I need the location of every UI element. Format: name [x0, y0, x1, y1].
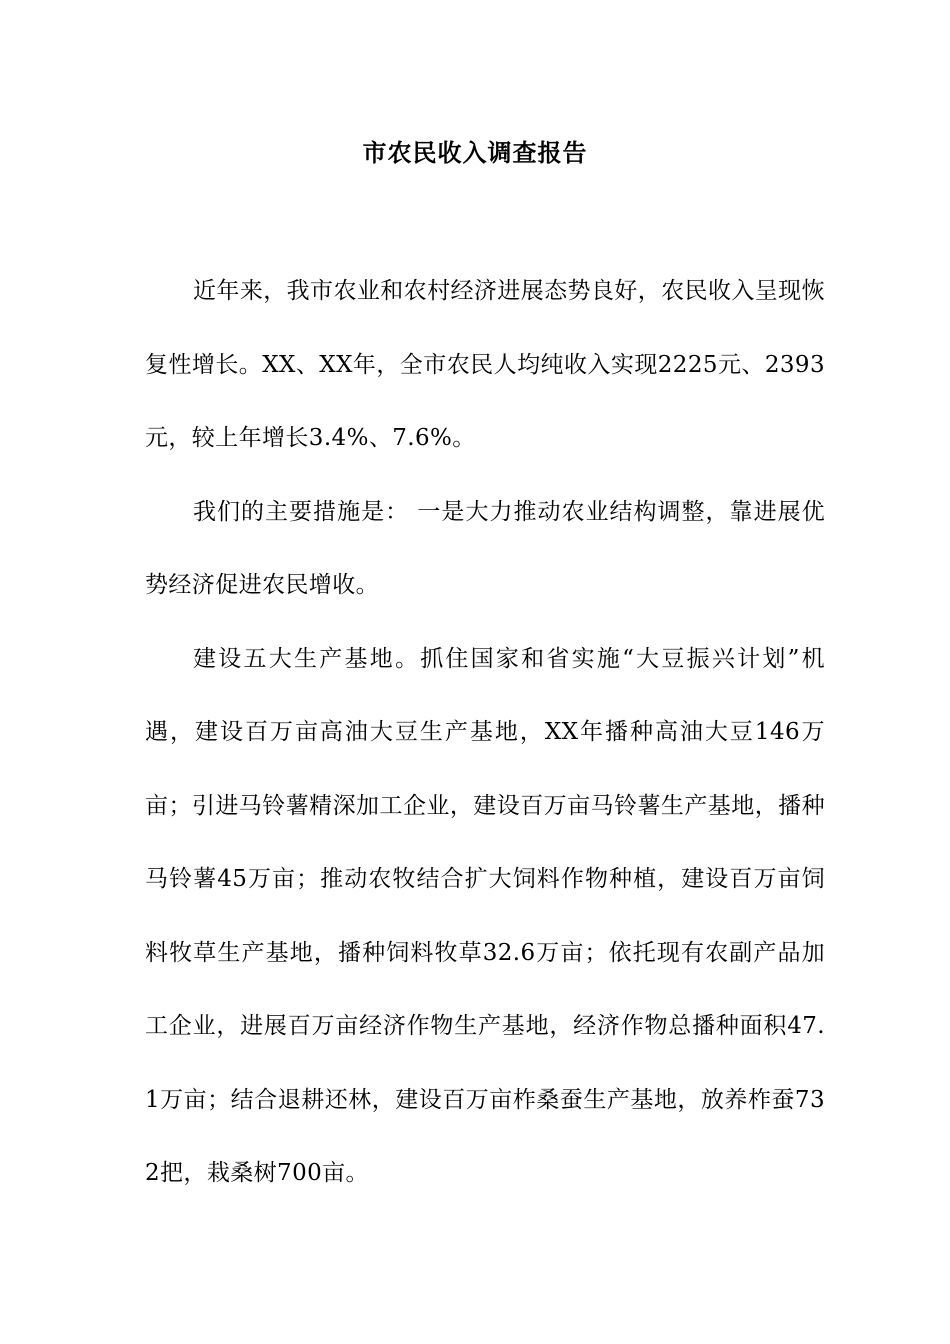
- paragraph-measures: 我们的主要措施是： 一是大力推动农业结构调整，靠进展优势经济促进农民增收。: [145, 498, 825, 598]
- paragraph-intro: 近年来，我市农业和农村经济进展态势良好，农民收入呈现恢复性增长。XX、XX年，全市农民人均纯收入实现2225元、2393元，较上年增长3.4%、7.6%。: [145, 278, 825, 451]
- paragraph-production-bases: 建设五大生产基地。抓住国家和省实施“大豆振兴计划”机遇，建设百万亩高油大豆生产基地，XX年播种高油大豆146万亩；引进马铃薯精深加工企业，建设百万亩马铃薯生产基地，播种马铃薯45万亩；推动农牧结合扩大饲料作物种植，建设百万亩饲料牧草生产基地，播种饲料牧草32.6万亩；依托现有农副产品加工企业，进展百万亩经济作物生产基地，经济作物总播种面积47.1万亩；结合退耕还林，建设百万亩柞桑蚕生产基地，放养柞蚕732把，栽桑树700亩。: [145, 645, 825, 1186]
- document-title: 市农民收入调查报告: [362, 138, 588, 167]
- document-body: [145, 255, 825, 1211]
